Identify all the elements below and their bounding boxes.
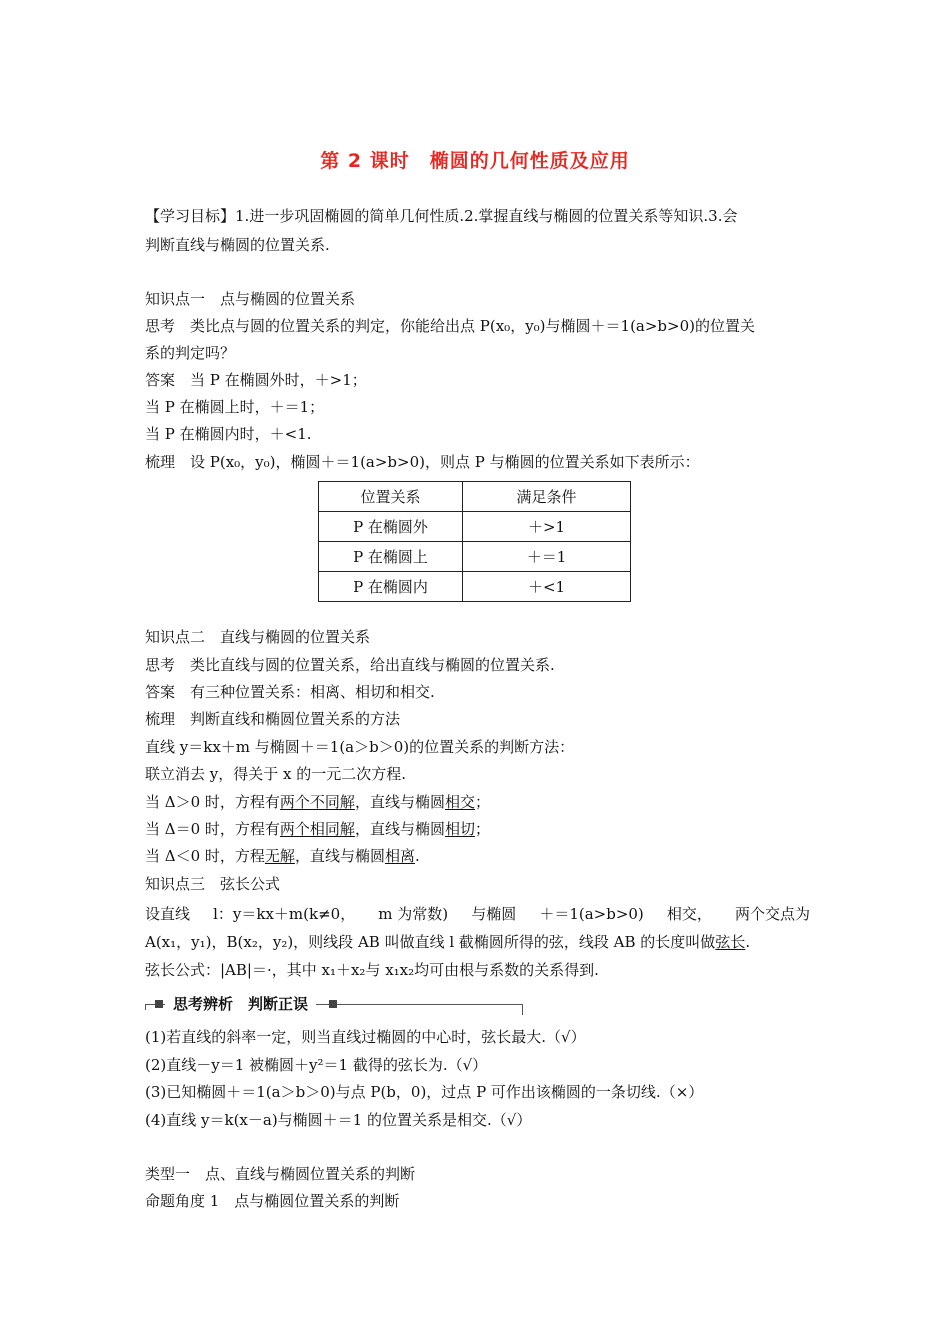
- case-solutions: 两个不同解: [279, 793, 355, 811]
- kp3-word: 相交，: [666, 905, 712, 923]
- case-solutions: 两个相同解: [279, 820, 355, 838]
- kp2-answer: 答案 有三种位置关系：相离、相切和相交.: [145, 683, 435, 701]
- case-text: ；: [474, 820, 490, 838]
- banner-label: 思考辨析 判断正误: [165, 994, 316, 1014]
- table-cell: P 在椭圆外: [319, 512, 463, 542]
- table-cell: P 在椭圆上: [319, 542, 463, 572]
- table-cell: ＋>1: [463, 512, 631, 542]
- kp2-heading: 知识点二 直线与椭圆的位置关系: [145, 628, 371, 646]
- judgement-item: (2)直线－y＝1 被椭圆＋y²＝1 截得的弦长为.（√）: [145, 1056, 488, 1074]
- banner-square-icon: [155, 1000, 163, 1008]
- position-relation-table: [318, 481, 631, 602]
- kp3-word: ＋＝1(a>b>0): [539, 905, 644, 923]
- case-text: ，直线与椭圆: [354, 793, 445, 811]
- table-row: [319, 572, 631, 602]
- kp1-think-2: 系的判定吗？: [145, 344, 236, 362]
- banner-rule-right: [522, 1004, 523, 1015]
- table-header-cell: 位置关系: [319, 482, 463, 512]
- case-solutions: 无解: [264, 847, 295, 865]
- kp3-word: 与椭圆: [471, 905, 517, 923]
- case-text: 当 Δ＞0 时，方程有: [145, 793, 280, 811]
- judgement-item: (1)若直线的斜率一定，则当直线过椭圆的中心时，弦长最大.（√）: [145, 1028, 586, 1046]
- objectives-tag: 【学习目标】: [145, 207, 236, 225]
- kp1-answer-3: 当 P 在椭圆内时，＋<1.: [145, 425, 312, 443]
- table-row: [319, 542, 631, 572]
- kp3-word: 两个交点为: [734, 905, 810, 923]
- kp1-heading: 知识点一 点与椭圆的位置关系: [145, 290, 356, 308]
- kp2-think: 思考 类比直线与圆的位置关系，给出直线与椭圆的位置关系.: [145, 656, 555, 674]
- kp2-case-2: [145, 819, 810, 839]
- case-text: 当 Δ＜0 时，方程: [145, 847, 265, 865]
- objectives-line-1: [145, 206, 810, 226]
- kp1-answer-2: 当 P 在椭圆上时，＋＝1；: [145, 398, 325, 416]
- kp2-method: 直线 y＝kx＋m 与椭圆＋＝1(a＞b＞0)的位置关系的判断方法：: [145, 738, 575, 756]
- kp1-summary: 梳理 设 P(x₀，y₀)，椭圆＋＝1(a>b>0)，则点 P 与椭圆的位置关系如下表所示：: [145, 453, 700, 471]
- kp3-word: l：y＝kx＋m(k≠0，: [213, 905, 356, 923]
- objectives-line-2: 判断直线与椭圆的位置关系.: [145, 236, 330, 254]
- case-text: ，直线与椭圆: [294, 847, 385, 865]
- case-text: ；: [474, 793, 490, 811]
- kp2-eliminate: 联立消去 y，得关于 x 的一元二次方程.: [145, 765, 407, 783]
- case-relation: 相切: [444, 820, 475, 838]
- table-cell: P 在椭圆内: [319, 572, 463, 602]
- kp3-heading: 知识点三 弦长公式: [145, 875, 281, 893]
- case-text: 当 Δ＝0 时，方程有: [145, 820, 280, 838]
- kp3-text: A(x₁，y₁)，B(x₂，y₂)，则线段 AB 叫做直线 l 截椭圆所得的弦，线段 AB 的长度叫做: [145, 933, 716, 951]
- kp3-word: m 为常数): [378, 905, 449, 923]
- kp1-think-1: 思考 类比点与圆的位置关系的判定，你能给出点 P(x₀，y₀)与椭圆＋＝1(a>b>0)的位置关: [145, 317, 756, 335]
- table-row: [319, 512, 631, 542]
- judgement-item: (4)直线 y＝k(x－a)与椭圆＋＝1 的位置关系是相交.（√）: [145, 1111, 532, 1129]
- table-header-row: [319, 482, 631, 512]
- case-text: .: [414, 847, 420, 865]
- case-relation: 相交: [444, 793, 475, 811]
- kp3-word: 设直线: [145, 905, 191, 923]
- page-title: 第 2 课时 椭圆的几何性质及应用: [320, 150, 630, 172]
- type1-angle: 命题角度 1 点与椭圆位置关系的判断: [145, 1192, 400, 1210]
- banner-square-icon: [329, 1000, 337, 1008]
- kp3-line-3: 弦长公式：|AB|＝·，其中 x₁＋x₂与 x₁x₂均可由根与系数的关系得到.: [145, 961, 599, 979]
- case-relation: 相离: [384, 847, 415, 865]
- judgement-item: (3)已知椭圆＋＝1(a＞b＞0)与点 P(b，0)，过点 P 可作出该椭圆的一条切线.（×）: [145, 1083, 704, 1101]
- type1-heading: 类型一 点、直线与椭圆位置关系的判断: [145, 1165, 416, 1183]
- banner-rule-left: [145, 1004, 146, 1010]
- kp1-answer-1: 答案 当 P 在椭圆外时，＋>1；: [145, 371, 367, 389]
- kp2-summary: 梳理 判断直线和椭圆位置关系的方法: [145, 710, 401, 728]
- chord-length-term: 弦长: [715, 933, 746, 951]
- case-text: ，直线与椭圆: [354, 820, 445, 838]
- objectives-text-1: 1.进一步巩固椭圆的简单几何性质.2.掌握直线与椭圆的位置关系等知识.3.会: [235, 207, 738, 225]
- kp3-line-2: [145, 932, 810, 952]
- table-cell: ＋<1: [463, 572, 631, 602]
- table-header-cell: 满足条件: [463, 482, 631, 512]
- table-cell: ＋＝1: [463, 542, 631, 572]
- kp3-line-1: [145, 904, 810, 924]
- kp2-case-3: [145, 846, 810, 866]
- kp3-text: .: [745, 933, 751, 951]
- kp2-case-1: [145, 792, 810, 812]
- section-banner: [145, 994, 523, 1014]
